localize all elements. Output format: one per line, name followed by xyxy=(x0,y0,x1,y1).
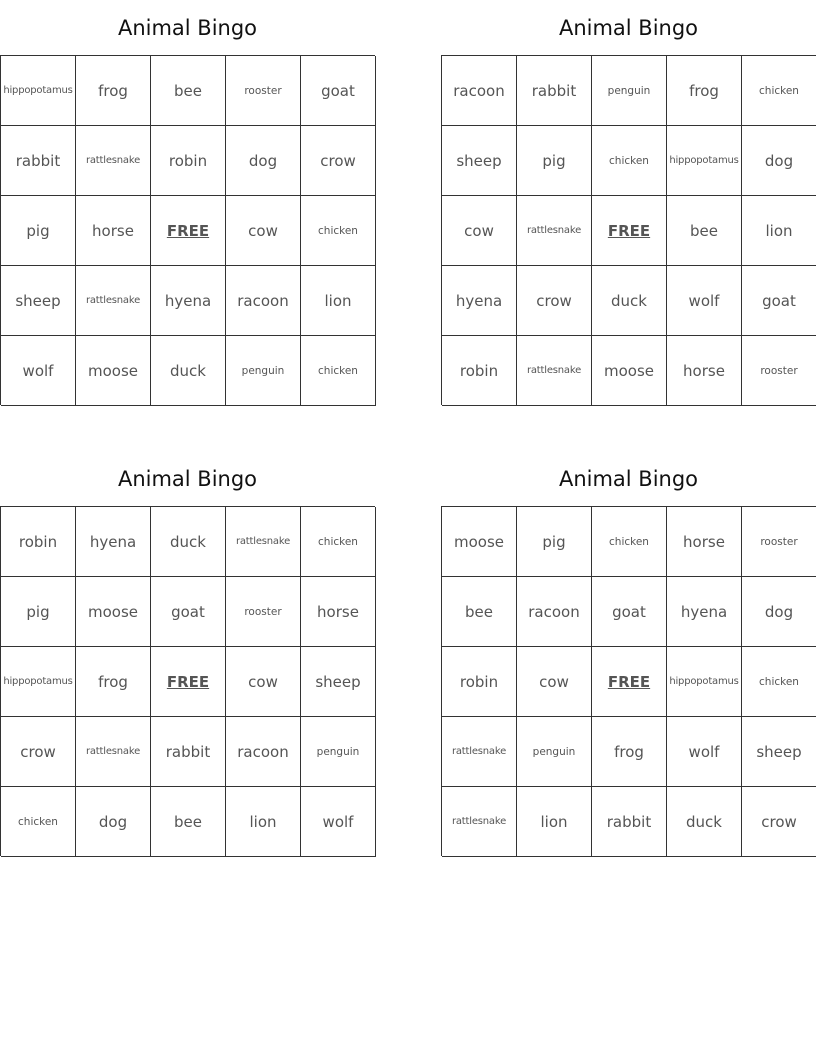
bingo-cell: duck xyxy=(151,336,226,406)
bingo-cell: pig xyxy=(517,126,592,196)
bingo-cell: frog xyxy=(592,717,667,787)
bingo-cell: sheep xyxy=(1,266,76,336)
bingo-cell: dog xyxy=(226,126,301,196)
bingo-cell: rabbit xyxy=(517,56,592,126)
bingo-cell: cow xyxy=(226,196,301,266)
bingo-cell: cow xyxy=(226,647,301,717)
bingo-cell: hyena xyxy=(442,266,517,336)
bingo-cell: penguin xyxy=(301,717,376,787)
bingo-card-3 xyxy=(0,451,375,856)
bingo-cell: rattlesnake xyxy=(76,126,151,196)
bingo-cell: racoon xyxy=(442,56,517,126)
bingo-cell: hippopotamus xyxy=(667,647,742,717)
bingo-cell: wolf xyxy=(667,717,742,787)
bingo-cell: rattlesnake xyxy=(517,336,592,406)
bingo-cell: moose xyxy=(592,336,667,406)
bingo-cell: duck xyxy=(592,266,667,336)
bingo-cell: crow xyxy=(1,717,76,787)
bingo-cell: rattlesnake xyxy=(76,717,151,787)
bingo-cell: chicken xyxy=(742,56,816,126)
bingo-cell: rooster xyxy=(742,336,816,406)
bingo-cell: rattlesnake xyxy=(76,266,151,336)
bingo-cell: penguin xyxy=(592,56,667,126)
bingo-cell: lion xyxy=(517,787,592,857)
bingo-cell: moose xyxy=(76,577,151,647)
bingo-cell: dog xyxy=(76,787,151,857)
bingo-cell: chicken xyxy=(301,336,376,406)
bingo-cell: wolf xyxy=(667,266,742,336)
bingo-cell: horse xyxy=(667,336,742,406)
bingo-cell: penguin xyxy=(517,717,592,787)
bingo-cell: cow xyxy=(517,647,592,717)
bingo-cell: rabbit xyxy=(592,787,667,857)
bingo-cell: racoon xyxy=(517,577,592,647)
bingo-cell: duck xyxy=(151,507,226,577)
bingo-cell: rabbit xyxy=(1,126,76,196)
bingo-card-1 xyxy=(0,0,375,405)
bingo-cell: goat xyxy=(151,577,226,647)
bingo-cell: rooster xyxy=(742,507,816,577)
bingo-cell: lion xyxy=(301,266,376,336)
bingo-cell: rattlesnake xyxy=(226,507,301,577)
bingo-cell: lion xyxy=(742,196,816,266)
bingo-cell: rabbit xyxy=(151,717,226,787)
bingo-cell: wolf xyxy=(1,336,76,406)
bingo-grid xyxy=(441,55,816,405)
bingo-cell: rooster xyxy=(226,577,301,647)
bingo-card-4 xyxy=(441,451,816,856)
bingo-grid xyxy=(441,506,816,856)
bingo-cell: robin xyxy=(442,336,517,406)
bingo-cell: duck xyxy=(667,787,742,857)
card-title: Animal Bingo xyxy=(117,467,258,491)
bingo-cell: racoon xyxy=(226,717,301,787)
bingo-cell: horse xyxy=(667,507,742,577)
bingo-cell: pig xyxy=(1,577,76,647)
bingo-cell: goat xyxy=(301,56,376,126)
bingo-cell: frog xyxy=(667,56,742,126)
bingo-cell: goat xyxy=(742,266,816,336)
bingo-cell: hippopotamus xyxy=(1,647,76,717)
bingo-cell: moose xyxy=(442,507,517,577)
bingo-cell: bee xyxy=(151,787,226,857)
bingo-cell: robin xyxy=(1,507,76,577)
bingo-cell: hyena xyxy=(76,507,151,577)
card-title: Animal Bingo xyxy=(558,16,699,40)
bingo-cell: hippopotamus xyxy=(667,126,742,196)
bingo-cell: pig xyxy=(1,196,76,266)
bingo-cell: lion xyxy=(226,787,301,857)
bingo-cell: chicken xyxy=(592,507,667,577)
card-title: Animal Bingo xyxy=(558,467,699,491)
card-title: Animal Bingo xyxy=(117,16,258,40)
bingo-cell: crow xyxy=(517,266,592,336)
bingo-cell: goat xyxy=(592,577,667,647)
bingo-cell: pig xyxy=(517,507,592,577)
bingo-cell: horse xyxy=(76,196,151,266)
free-space: FREE xyxy=(592,647,667,717)
bingo-cell: hyena xyxy=(151,266,226,336)
free-space: FREE xyxy=(592,196,667,266)
bingo-cell: hyena xyxy=(667,577,742,647)
bingo-cell: rooster xyxy=(226,56,301,126)
bingo-cell: chicken xyxy=(301,507,376,577)
bingo-cell: sheep xyxy=(742,717,816,787)
bingo-cell: penguin xyxy=(226,336,301,406)
bingo-cell: dog xyxy=(742,126,816,196)
bingo-cell: chicken xyxy=(301,196,376,266)
bingo-cell: bee xyxy=(667,196,742,266)
bingo-cell: frog xyxy=(76,647,151,717)
bingo-cell: chicken xyxy=(742,647,816,717)
free-space: FREE xyxy=(151,196,226,266)
bingo-cell: chicken xyxy=(592,126,667,196)
bingo-cell: rattlesnake xyxy=(442,787,517,857)
bingo-cell: robin xyxy=(151,126,226,196)
bingo-cell: racoon xyxy=(226,266,301,336)
bingo-cell: horse xyxy=(301,577,376,647)
bingo-cell: bee xyxy=(151,56,226,126)
bingo-card-2 xyxy=(441,0,816,405)
bingo-cell: bee xyxy=(442,577,517,647)
bingo-cell: frog xyxy=(76,56,151,126)
bingo-cell: hippopotamus xyxy=(1,56,76,126)
bingo-grid xyxy=(0,55,375,405)
bingo-cell: wolf xyxy=(301,787,376,857)
bingo-cell: robin xyxy=(442,647,517,717)
bingo-cell: rattlesnake xyxy=(517,196,592,266)
bingo-cell: rattlesnake xyxy=(442,717,517,787)
bingo-cell: sheep xyxy=(442,126,517,196)
bingo-cell: crow xyxy=(742,787,816,857)
bingo-cell: crow xyxy=(301,126,376,196)
bingo-cell: cow xyxy=(442,196,517,266)
bingo-grid xyxy=(0,506,375,856)
bingo-cell: moose xyxy=(76,336,151,406)
bingo-cell: chicken xyxy=(1,787,76,857)
bingo-cell: dog xyxy=(742,577,816,647)
bingo-cell: sheep xyxy=(301,647,376,717)
free-space: FREE xyxy=(151,647,226,717)
